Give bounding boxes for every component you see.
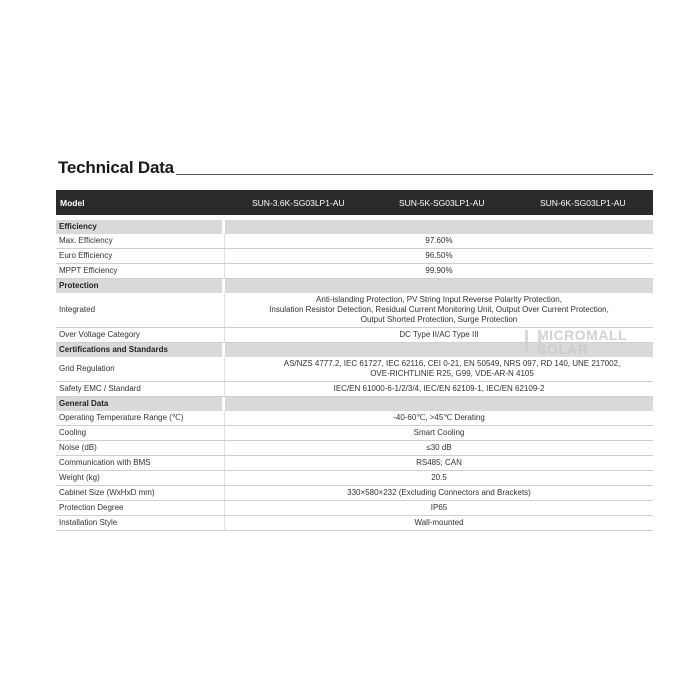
section-fill <box>225 220 653 234</box>
section-row <box>56 397 653 411</box>
row-value: IP65 <box>224 501 653 515</box>
section-row <box>56 279 653 293</box>
row-value: -40-60℃, >45℃ Derating <box>224 411 653 425</box>
title-bar <box>58 158 653 184</box>
row-label: Over Voltage Category <box>59 330 140 339</box>
row-label: Cooling <box>59 428 87 437</box>
header-model-label: Model <box>60 198 85 208</box>
row-label: Weight (kg) <box>59 473 100 482</box>
row-value: Smart Cooling <box>224 426 653 440</box>
section-fill <box>225 279 653 293</box>
row-value-line: Insulation Resistor Detection, Residual Current Monitoring Unit, Output Over Current Protection, <box>269 305 609 314</box>
row-value: RS485; CAN <box>224 456 653 470</box>
row-value: 20.5 <box>224 471 653 485</box>
header-model-2: SUN-5K-SG03LP1-AU <box>399 198 485 208</box>
row-value: 96.50% <box>224 249 653 263</box>
section-title: Protection <box>56 279 222 293</box>
row-label: Installation Style <box>59 518 118 527</box>
header-model-3: SUN-6K-SG03LP1-AU <box>540 198 626 208</box>
row-label: Protection Degree <box>59 503 124 512</box>
header-model-1: SUN-3.6K-SG03LP1-AU <box>252 198 345 208</box>
row-label: Cabinet Size (WxHxD mm) <box>59 488 155 497</box>
page-title: Technical Data <box>58 158 174 177</box>
table-row <box>56 264 653 279</box>
table-row <box>56 456 653 471</box>
row-label: MPPT Efficiency <box>59 266 118 275</box>
section-title: Efficiency <box>56 220 222 234</box>
row-value-line: OVE-RICHTLINIE R25, G99, VDE-AR-N 4105 <box>370 369 534 378</box>
row-label: Operating Temperature Range (℃) <box>59 413 184 422</box>
table-row <box>56 501 653 516</box>
row-label: Grid Regulation <box>59 364 115 373</box>
watermark-line1: MICROMALL <box>537 327 628 343</box>
watermark-logo <box>537 328 637 356</box>
row-label: Euro Efficiency <box>59 251 113 260</box>
row-label: Noise (dB) <box>59 443 97 452</box>
table-row <box>56 486 653 501</box>
row-value: 97.60% <box>224 234 653 248</box>
row-value: Wall-mounted <box>224 516 653 530</box>
table-row <box>56 382 653 397</box>
row-value-line: Anti-islanding Protection, PV String Input Reverse Polarity Protection, <box>316 295 562 304</box>
table-row <box>56 426 653 441</box>
section-fill <box>225 397 653 411</box>
row-value: 99.90% <box>224 264 653 278</box>
spec-table <box>56 220 653 531</box>
section-title: General Data <box>56 397 222 411</box>
row-value: 330×580×232 (Excluding Connectors and Brackets) <box>224 486 653 500</box>
row-value-line: Output Shorted Protection, Surge Protection <box>360 315 518 324</box>
table-row <box>56 471 653 486</box>
row-value: ≤30 dB <box>224 441 653 455</box>
table-row <box>56 293 653 328</box>
row-label: Communication with BMS <box>59 458 151 467</box>
row-value: IEC/EN 61000-6-1/2/3/4, IEC/EN 62109-1, IEC/EN 62109-2 <box>224 382 653 396</box>
row-value-line: AS/NZS 4777.2, IEC 61727, IEC 62116, CEI 0-21, EN 50549, NRS 097, RD 140, UNE 217002, <box>283 359 621 368</box>
row-label: Max. Efficiency <box>59 236 113 245</box>
row-value <box>224 357 653 381</box>
table-header <box>56 190 653 215</box>
table-row <box>56 411 653 426</box>
table-row <box>56 516 653 531</box>
watermark-icon <box>525 330 541 352</box>
watermark-line2: SOLAR <box>537 341 589 357</box>
table-row <box>56 234 653 249</box>
row-value: DC Type II/AC Type III <box>224 328 653 342</box>
title-divider <box>176 174 653 175</box>
row-label: Safety EMC / Standard <box>59 384 141 393</box>
table-row <box>56 357 653 382</box>
section-row <box>56 220 653 234</box>
table-row <box>56 441 653 456</box>
row-label: Integrated <box>59 305 96 314</box>
table-row <box>56 249 653 264</box>
row-value <box>224 293 653 327</box>
section-title: Certifications and Standards <box>56 343 222 357</box>
